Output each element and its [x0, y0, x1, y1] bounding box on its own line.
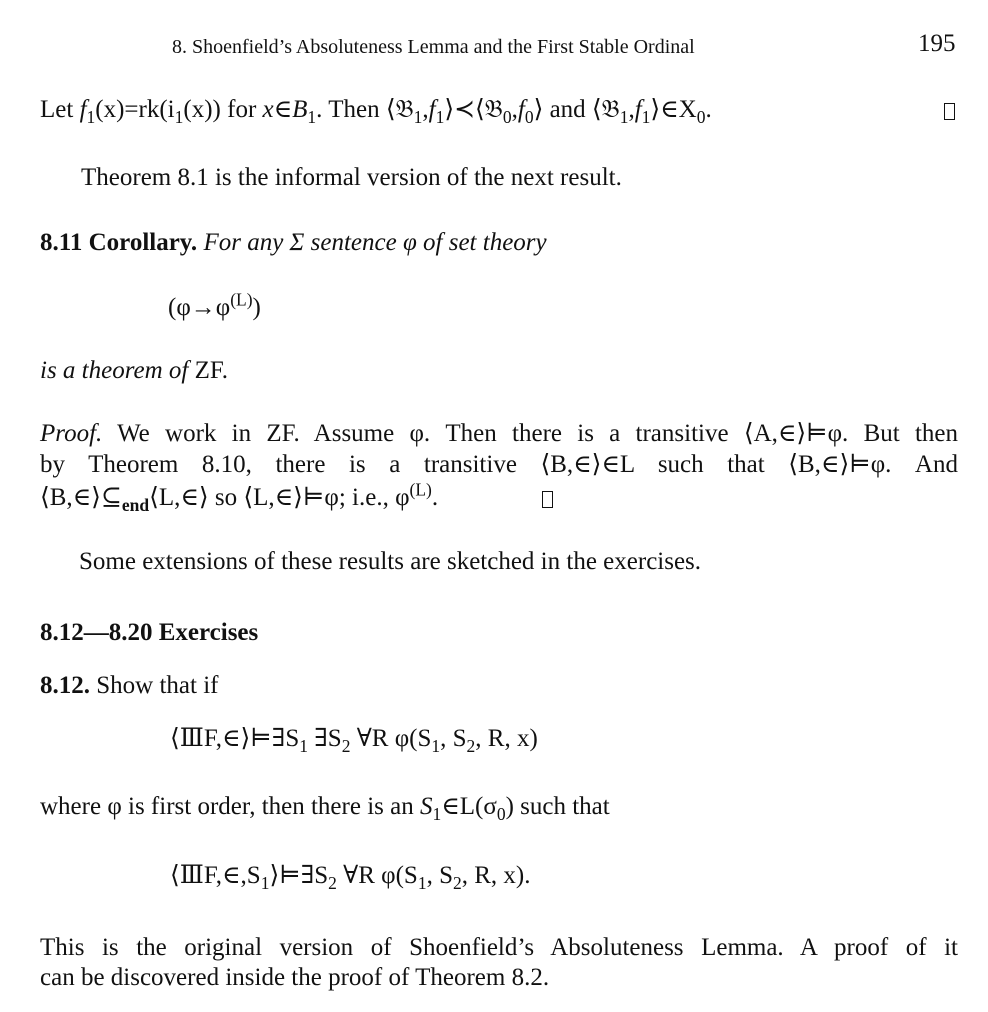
closing-line-2: can be discovered inside the proof of Theorem 8.2. — [40, 964, 550, 991]
corollary-label: 8.11 Corollary. — [40, 229, 198, 256]
proof-line-2: by Theorem 8.10, there is a transitive ⟨B,∈⟩∈L such that ⟨B,∈⟩⊨φ. And — [40, 451, 958, 478]
proof-line-3: $⟨B,\in⟩⊆_{end}⟨L,\in⟩$ so ⟨L,∈⟩⊨φ; i.e., $\varphi^{(L)}$. — [40, 479, 439, 515]
corollary-8-11 — [40, 227, 547, 258]
corollary-formula: $(\varphi\to\varphi^{(L)})$ — [168, 289, 261, 321]
let-statement: Let $f_1(x)=rk(i_1(x))$ for $x\in B_1$. Then $⟨𝔅_1,f_1⟩≺⟨𝔅_0,f_0⟩$ and $⟨𝔅_1,f_1⟩\in X_0$. — [40, 96, 712, 127]
proof-line-1: Proof. We work in ZF. Assume φ. Then there is a transitive ⟨A,∈⟩⊨φ. But then — [40, 420, 958, 447]
exercise-formula-1: $⟨ⅢF,\in⟩⊨\exists S_1$ $\exists S_2$ ∀R $\varphi(S_1$, $S_2$, R, x) — [170, 725, 538, 756]
theorem-note: Theorem 8.1 is the informal version of the next result. — [81, 164, 622, 191]
qed-box-icon — [944, 103, 955, 120]
proof-label: Proof. — [40, 420, 103, 447]
exercise-8-12: 8.12. Show that if — [40, 672, 219, 699]
running-title: 8. Shoenfield’s Absoluteness Lemma and the First Stable Ordinal — [172, 36, 695, 58]
extensions-note: Some extensions of these results are sketched in the exercises. — [79, 548, 702, 575]
corollary-statement: For any Σ sentence φ of set theory — [203, 229, 547, 256]
closing-line-1: This is the original version of Shoenfield’s Absoluteness Lemma. A proof of it — [40, 934, 958, 961]
page-number: 195 — [918, 30, 956, 57]
exercise-label: 8.12. — [40, 672, 90, 699]
qed-box-icon — [542, 491, 553, 508]
corollary-conclusion: is a theorem of ZF. — [40, 357, 229, 384]
exercises-heading: 8.12—8.20 Exercises — [40, 619, 259, 646]
exercise-where-line: where φ is first order, then there is an $S_1\in L(\sigma_0)$ such that — [40, 793, 610, 824]
exercise-formula-2: $⟨ⅢF,\in,S_1⟩⊨\exists S_2$ ∀R $\varphi(S_1$, $S_2$, R, x). — [170, 862, 531, 893]
